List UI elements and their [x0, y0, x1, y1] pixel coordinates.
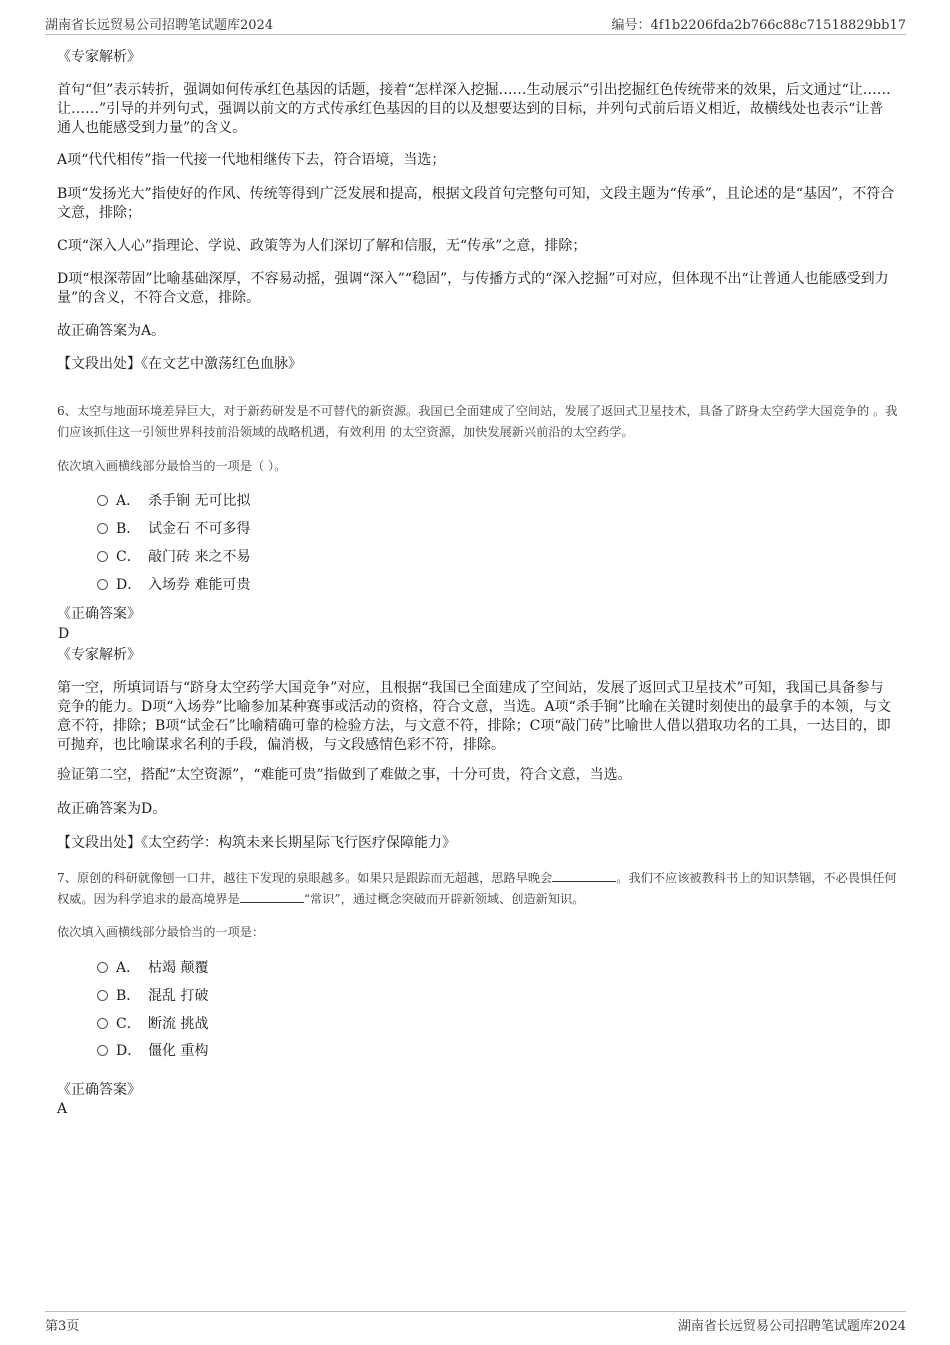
q5-source: 【文段出处】《在文艺中激荡红色血脉》	[57, 356, 302, 372]
q6-source: 【文段出处】《太空药学：构筑未来长期星际飞行医疗保障能力》	[57, 835, 456, 851]
option-letter: D．	[116, 577, 142, 593]
option-text: 混乱 打破	[148, 988, 209, 1004]
radio-icon[interactable]	[97, 962, 108, 973]
q5-analysis-paragraph-1: 首句“但”表示转折，强调如何传承红色基因的话题，接着“怎样深入挖掘……生动展示”引出挖掘红色传统带来的效果，后文通过“让……让……”引导的并列句式，强调以前文的方式传承红色基因的目的以及想要达到的目标，并列句式前后语义相近，故横线处也表示“让普通人也能感受到力量”的含义。	[57, 82, 891, 136]
radio-icon[interactable]	[97, 551, 108, 562]
q6-option-a[interactable]	[97, 491, 250, 511]
footer-page-number: 第3页	[45, 1319, 80, 1334]
option-letter: B．	[116, 521, 141, 537]
q7-answer: A	[57, 1101, 68, 1117]
q6-prompt: 依次填入画横线部分最恰当的一项是（ ）。	[57, 459, 287, 473]
q7-option-c[interactable]	[97, 1014, 208, 1034]
option-letter: A．	[116, 493, 141, 509]
option-letter: B．	[116, 988, 141, 1004]
q6-option-b[interactable]	[97, 519, 250, 539]
option-letter: C．	[116, 1016, 141, 1032]
q6-analysis-label: 《专家解析》	[57, 647, 141, 663]
option-text: 杀手锏 无可比拟	[148, 493, 251, 509]
q7-text-part-3: “常识”，通过概念突破而开辟新领域、创造新知识。	[303, 892, 585, 906]
q6-option-d[interactable]	[97, 575, 250, 595]
option-text: 敲门砖 来之不易	[148, 549, 251, 565]
page-footer	[45, 1311, 906, 1334]
q6-question-text: 6、太空与地面环境差异巨大，对于新药研发是不可替代的新资源。我国已全面建成了空间站，发展了返回式卫星技术，具备了跻身太空药学大国竞争的 。我们应该抓住这一引领世界科技前沿领域的战略机遇，有效利用 的太空资源，加快发展新兴前沿的太空药学。	[57, 404, 898, 439]
radio-icon[interactable]	[97, 1045, 108, 1056]
option-text: 断流 挑战	[148, 1016, 209, 1032]
radio-icon[interactable]	[97, 495, 108, 506]
q5-analysis-paragraph-2: A项“代代相传”指一代接一代地相继传下去，符合语境，当选；	[57, 152, 446, 168]
q5-conclusion: 故正确答案为A。	[57, 323, 166, 339]
option-letter: D．	[116, 1043, 142, 1059]
q7-text-part-1: 7、原创的科研就像刨一口井，越往下发现的泉眼越多。如果只是跟踪而无超越，思路早晚会	[57, 871, 553, 885]
q6-option-c[interactable]	[97, 547, 250, 567]
header-document-id: 编号：4f1b2206fda2b766c88c71518829bb17	[611, 18, 906, 33]
option-letter: A．	[116, 960, 141, 976]
footer-document-title: 湖南省长远贸易公司招聘笔试题库2024	[677, 1319, 906, 1334]
fill-blank-1	[552, 870, 616, 882]
q7-option-a[interactable]	[97, 958, 208, 978]
q5-analysis-label: 《专家解析》	[57, 49, 141, 65]
radio-icon[interactable]	[97, 1018, 108, 1029]
option-text: 枯竭 颠覆	[148, 960, 209, 976]
option-text: 僵化 重构	[148, 1043, 209, 1059]
q7-option-b[interactable]	[97, 986, 208, 1006]
q6-analysis-paragraph-2: 验证第二空，搭配“太空资源”，“难能可贵”指做到了难做之事，十分可贵，符合文意，当选。	[57, 767, 632, 783]
page-header	[45, 12, 906, 35]
q6-conclusion: 故正确答案为D。	[57, 801, 167, 817]
option-text: 试金石 不可多得	[148, 521, 251, 537]
option-letter: C．	[116, 549, 141, 565]
q5-analysis-paragraph-3: B项“发扬光大”指使好的作风、传统等得到广泛发展和提高，根据文段首句完整句可知，文段主题为“传承”，且论述的是“基因”，不符合文意，排除；	[57, 186, 895, 221]
q5-analysis-paragraph-4: C项“深入人心”指理论、学说、政策等为人们深切了解和信服，无“传承”之意，排除；	[57, 238, 587, 254]
radio-icon[interactable]	[97, 523, 108, 534]
radio-icon[interactable]	[97, 579, 108, 590]
q7-question-text	[57, 868, 899, 910]
q7-option-d[interactable]	[97, 1041, 208, 1061]
fill-blank-2	[240, 891, 304, 903]
q6-answer: D	[58, 626, 70, 642]
q6-answer-label: 《正确答案》	[57, 606, 141, 622]
q7-answer-label: 《正确答案》	[57, 1082, 141, 1098]
q7-text-part-2: 。我们不应该被教科书上的知识禁锢，不必畏惧任何权威。因为科学追求的最高境界是	[57, 871, 897, 906]
q6-analysis-paragraph-1: 第一空，所填词语与“跻身太空药学大国竞争”对应，且根据“我国已全面建成了空间站，发展了返回式卫星技术”可知，我国已具备参与竞争的能力。D项“入场券”比喻参加某种赛事或活动的资格，符合文意，当选。A项“杀手锏”比喻在关键时刻使出的最拿手的本领，与文意不符，排除；B项“试金石”比喻精确可靠的检验方法，与文意不符，排除；C项“敲门砖”比喻世人借以猎取功名的工具，一达目的，即可抛弃，也比喻谋求名利的手段，偏消极，与文段感情色彩不符，排除。	[57, 680, 891, 753]
header-document-title: 湖南省长远贸易公司招聘笔试题库2024	[45, 18, 274, 33]
option-text: 入场券 难能可贵	[148, 577, 251, 593]
q5-analysis-paragraph-5: D项“根深蒂固”比喻基础深厚，不容易动摇，强调“深入”“稳固”，与传播方式的“深入挖掘”可对应，但体现不出“让普通人也能感受到力量”的含义，不符合文意，排除。	[57, 271, 889, 306]
q7-prompt: 依次填入画横线部分最恰当的一项是：	[57, 925, 265, 939]
radio-icon[interactable]	[97, 990, 108, 1001]
